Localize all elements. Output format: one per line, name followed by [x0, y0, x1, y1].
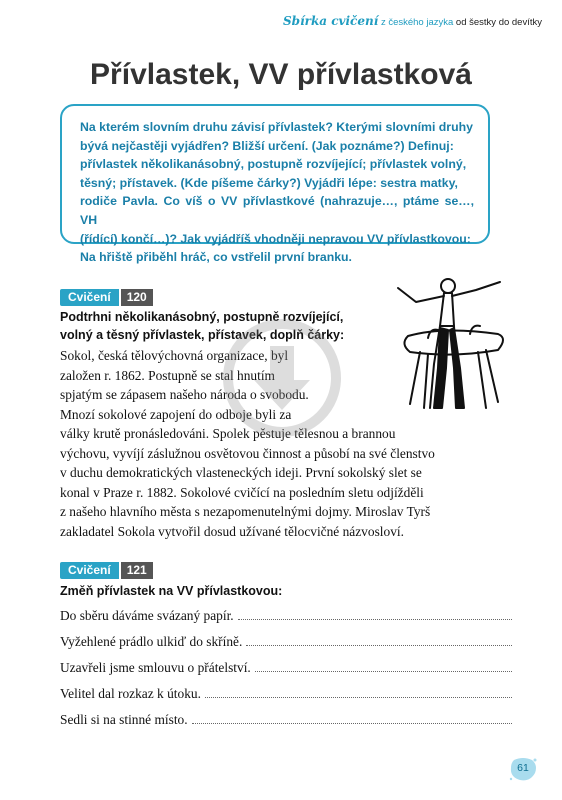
- intro-line: bývá nejčastěji vyjádřen? Bližší určení. (Jak poznáme?) Definuj:: [80, 138, 454, 153]
- text-line: zakladatel Sokola vytvořil dosud užívané tělocvičné názvosloví.: [60, 523, 404, 539]
- sentence: Vyžehlené prádlo ulkiď do skříně.: [60, 634, 243, 649]
- text-line: spjatým se zápasem našeho národa o svobodu.: [60, 387, 309, 402]
- page-number-badge: [508, 756, 538, 782]
- intro-line: (řídící) končí…)? Jak vyjádříš vhodněji nepravou VV přívlastkovou:: [80, 231, 471, 246]
- exercise-121-instruction: Změň přívlastek na VV přívlastkovou:: [60, 584, 283, 598]
- text-line: války krutě pronásledováni. Spolek pěstuje tělesnou a brannou: [60, 426, 396, 441]
- answer-blank[interactable]: [238, 608, 512, 620]
- text-line: Sokol, česká tělovýchovná organizace, byl: [60, 348, 289, 363]
- intro-line: Na hřiště přiběhl hráč, co vstřelil první branku.: [80, 250, 352, 265]
- instruction-line: Podtrhni několikanásobný, postupně rozvíjející,: [60, 310, 344, 324]
- page-header: [283, 14, 542, 28]
- exercise-120-label: [60, 289, 153, 306]
- answer-blank[interactable]: [192, 712, 512, 724]
- exercise-number: 120: [121, 289, 153, 306]
- gymnast-illustration: [358, 268, 528, 418]
- intro-box: [60, 104, 490, 265]
- exercise-number: 121: [121, 562, 153, 579]
- text-line: z našeho hlavního města s nezapomenutelnými dojmy. Miroslav Tyrš: [60, 504, 431, 519]
- series-subtitle-grades: od šestky do devítky: [455, 17, 542, 28]
- series-title: Sbírka cvičení: [283, 14, 379, 28]
- series-subtitle-cz: z českého jazyka: [380, 17, 454, 28]
- intro-line: těsný; přístavek. (Kde píšeme čárky?) Vyjádři lépe: sestra matky,: [80, 175, 458, 190]
- text-line: výchovu, vyvíjí záslužnou osvětovou činnost a působí na své členstvo: [60, 445, 435, 461]
- sentence: Sedli si na stinné místo.: [60, 712, 188, 727]
- page-number: 61: [517, 762, 529, 774]
- sentence: Do sběru dáváme svázaný papír.: [60, 608, 234, 623]
- page-title: Přívlastek, VV přívlastková: [90, 58, 472, 91]
- exercise-label-text: Cvičení: [60, 289, 119, 306]
- answer-line: [60, 634, 512, 650]
- download-watermark-icon: [222, 318, 342, 438]
- answer-line: [60, 686, 512, 702]
- text-line: v duchu demokratických vlasteneckých ideji. První sokolský slet se: [60, 465, 422, 480]
- intro-line: Na kterém slovním druhu závisí přívlastek? Kterými slovními druhy: [80, 120, 473, 134]
- intro-line: rodiče Pavla. Co víš o VV přívlastkové (nahrazuje…, ptáme se…, VH: [80, 194, 474, 227]
- answer-line: [60, 712, 512, 728]
- answer-blank[interactable]: [246, 634, 512, 646]
- answer-line: [60, 608, 512, 624]
- answer-line: [60, 660, 512, 676]
- sentence: Velitel dal rozkaz k útoku.: [60, 686, 201, 701]
- instruction-line: volný a těsný přívlastek, přístavek, doplň čárky:: [60, 328, 345, 342]
- intro-line: přívlastek několikanásobný, postupně rozvíjející; přívlastek volný,: [80, 157, 467, 172]
- answer-blank[interactable]: [255, 660, 512, 672]
- exercise-label-text: Cvičení: [60, 562, 119, 579]
- text-line: založen r. 1862. Postupně se stal hnutím: [60, 367, 275, 383]
- sentence: Uzavřeli jsme smlouvu o přátelství.: [60, 660, 251, 675]
- text-line: Mnozí sokolové zapojení do odboje byli za: [60, 406, 292, 422]
- text-line: konal v Praze r. 1882. Sokolové cvičící na posledním sletu odjížděli: [60, 484, 424, 500]
- answer-blank[interactable]: [205, 686, 512, 698]
- exercise-121-label: [60, 562, 153, 579]
